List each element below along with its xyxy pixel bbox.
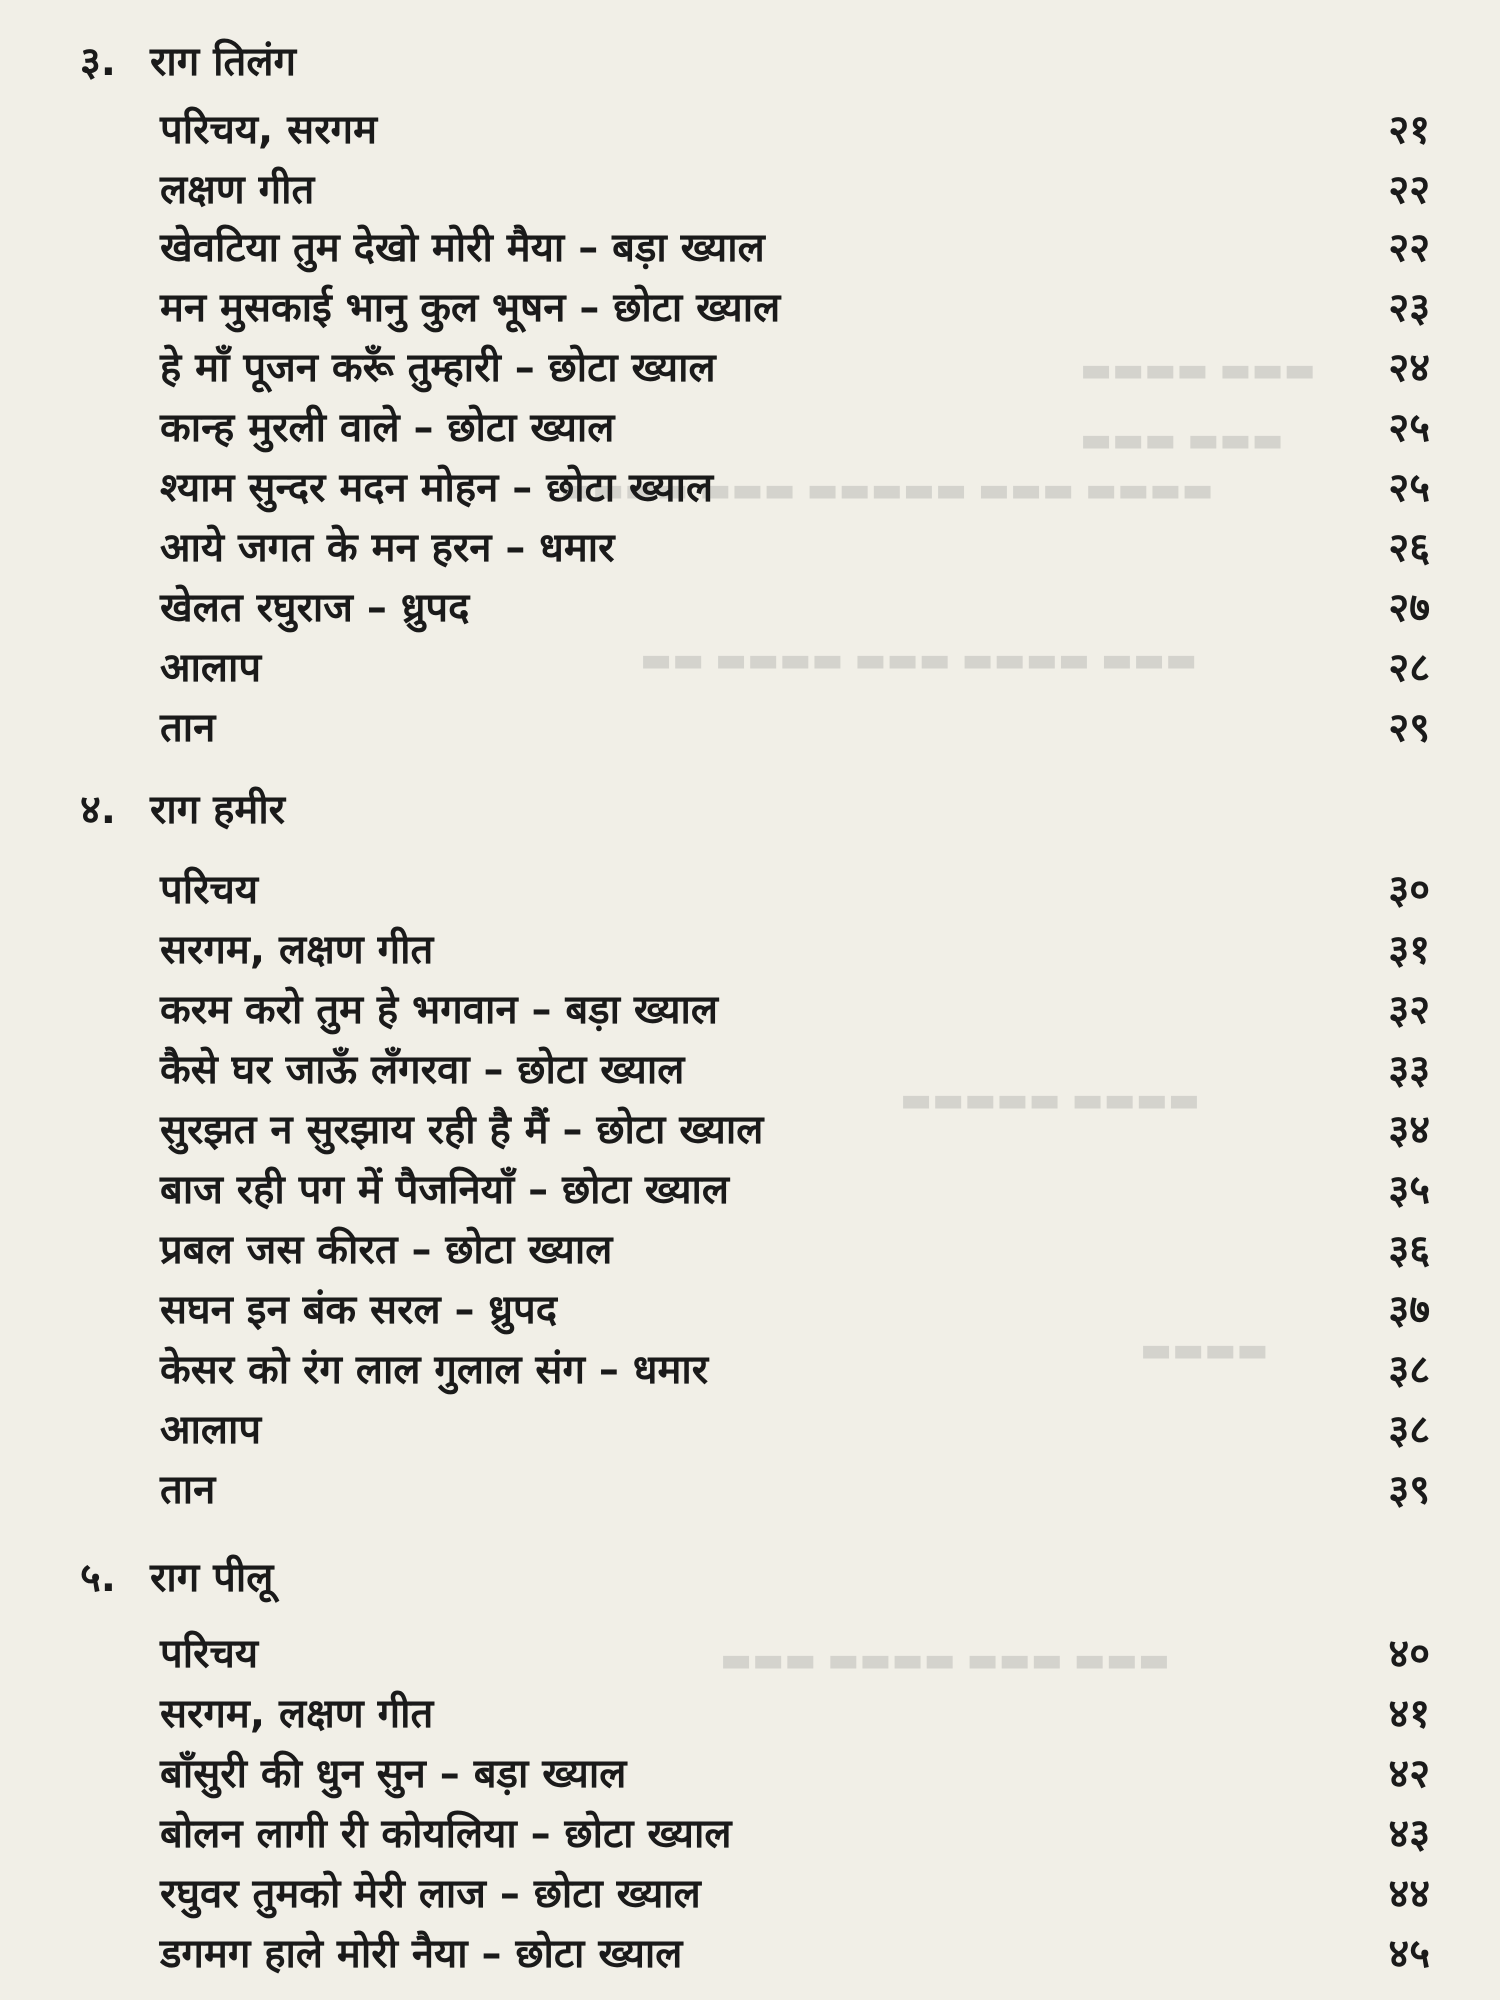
section-heading <box>80 1548 273 1608</box>
toc-entry <box>160 1340 1430 1400</box>
entry-title: कैसे घर जाऊँ लँगरवा – छोटा ख्याल <box>160 1047 685 1093</box>
toc-entry <box>160 1460 1430 1520</box>
entry-page: ३५ <box>1388 1167 1430 1213</box>
toc-entry <box>160 1220 1430 1280</box>
entry-title: सुरझत न सुरझाय रही है मैं – छोटा ख्याल <box>160 1107 764 1153</box>
toc-entry <box>160 1280 1430 1340</box>
entry-title: करम करो तुम हे भगवान – बड़ा ख्याल <box>160 987 719 1033</box>
show-through-text: ▬▬▬▬ ▬▬▬▬▬ <box>900 1080 1200 1120</box>
entry-page: ४३ <box>1388 1811 1430 1857</box>
show-through-text: ▬▬▬▬ <box>1140 1330 1269 1370</box>
toc-entry <box>160 160 1430 220</box>
entry-title: आलाप <box>160 645 262 691</box>
entry-page: २७ <box>1388 585 1430 631</box>
entry-page: २६ <box>1388 525 1430 571</box>
toc-entry <box>160 1924 1430 1984</box>
entry-title: प्रबल जस कीरत – छोटा ख्याल <box>160 1227 613 1273</box>
entry-title: बोलन लागी री कोयलिया – छोटा ख्याल <box>160 1811 732 1857</box>
entry-page: २३ <box>1388 285 1430 331</box>
toc-entry <box>160 1744 1430 1804</box>
entry-title: डगमग हाले मोरी नैया – छोटा ख्याल <box>160 1931 683 1977</box>
entry-title: खेवटिया तुम देखो मोरी मैया – बड़ा ख्याल <box>160 225 765 271</box>
entry-title: आलाप <box>160 1407 262 1453</box>
section-heading <box>80 780 285 840</box>
toc-entry <box>160 1160 1430 1220</box>
toc-entry <box>160 1400 1430 1460</box>
entry-title: हे माँ पूजन करूँ तुम्हारी – छोटा ख्याल <box>160 345 716 391</box>
section-title: राग पीलू <box>150 1555 274 1601</box>
entry-page: ४० <box>1388 1631 1430 1677</box>
entry-title: तान <box>160 1467 216 1513</box>
toc-entry <box>160 578 1430 638</box>
entry-page: ३६ <box>1388 1227 1430 1273</box>
toc-entry <box>160 278 1430 338</box>
entry-title: मन मुसकाई भानु कुल भूषन – छोटा ख्याल <box>160 285 781 331</box>
entry-page: २२ <box>1388 225 1430 271</box>
entry-title: केसर को रंग लाल गुलाल संग – धमार <box>160 1347 709 1393</box>
entry-page: २९ <box>1388 705 1430 751</box>
entry-title: परिचय <box>160 867 259 913</box>
toc-entry <box>160 398 1430 458</box>
entry-page: ३८ <box>1388 1407 1430 1453</box>
entry-title: बाज रही पग में पैजनियाँ – छोटा ख्याल <box>160 1167 729 1213</box>
show-through-text: ▬▬▬ ▬▬▬ ▬▬▬▬ ▬▬▬ <box>720 1640 1171 1680</box>
toc-entry <box>160 1624 1430 1684</box>
entry-title: कान्ह मुरली वाले – छोटा ख्याल <box>160 405 615 451</box>
toc-entry <box>160 1864 1430 1924</box>
entry-page: ३९ <box>1388 1467 1430 1513</box>
entry-page: ३४ <box>1388 1107 1430 1153</box>
entry-page: ३१ <box>1388 927 1430 973</box>
entry-page: ३७ <box>1388 1287 1430 1333</box>
entry-title: सरगम, लक्षण गीत <box>160 927 434 973</box>
toc-entry <box>160 100 1430 160</box>
section-number: ४. <box>80 787 116 833</box>
entry-title: आये जगत के मन हरन – धमार <box>160 525 615 571</box>
entry-title: परिचय, सरगम <box>160 107 378 153</box>
toc-entry <box>160 518 1430 578</box>
entry-page: २८ <box>1388 645 1430 691</box>
entry-page: ४५ <box>1388 1931 1430 1977</box>
section-number: ३. <box>80 39 116 85</box>
entry-page: ४४ <box>1388 1871 1430 1917</box>
entry-title: बाँसुरी की धुन सुन – बड़ा ख्याल <box>160 1751 627 1797</box>
entry-page: ३८ <box>1388 1347 1430 1393</box>
entry-page: ४१ <box>1388 1691 1430 1737</box>
entry-page: २५ <box>1388 465 1430 511</box>
entry-title: सघन इन बंक सरल – ध्रुपद <box>160 1287 557 1333</box>
entry-page: ४२ <box>1388 1751 1430 1797</box>
toc-entry <box>160 1684 1430 1744</box>
section-heading <box>80 32 296 92</box>
toc-entry <box>160 338 1430 398</box>
toc-entry <box>160 1804 1430 1864</box>
entry-title: खेलत रघुराज – ध्रुपद <box>160 585 470 631</box>
show-through-text: ▬▬▬▬ ▬▬▬ ▬▬▬▬▬ ▬▬▬ ▬▬▬▬ <box>560 470 1214 510</box>
entry-title: सरगम, लक्षण गीत <box>160 1691 434 1737</box>
show-through-text: ▬▬▬ ▬▬▬▬ ▬▬▬ ▬▬▬▬ ▬▬ <box>640 640 1198 680</box>
entry-page: २१ <box>1388 107 1430 153</box>
toc-entry <box>160 638 1430 698</box>
toc-entry <box>160 458 1430 518</box>
section-title: राग तिलंग <box>150 39 296 85</box>
entry-page: २५ <box>1388 405 1430 451</box>
entry-title: रघुवर तुमको मेरी लाज – छोटा ख्याल <box>160 1871 701 1917</box>
toc-entry <box>160 218 1430 278</box>
section-title: राग हमीर <box>150 787 286 833</box>
toc-entry <box>160 920 1430 980</box>
entry-page: ३२ <box>1388 987 1430 1033</box>
entry-page: २४ <box>1388 345 1430 391</box>
entry-title: तान <box>160 705 216 751</box>
toc-entry <box>160 1040 1430 1100</box>
toc-entry <box>160 698 1430 758</box>
entry-page: ३३ <box>1388 1047 1430 1093</box>
entry-page: २२ <box>1388 167 1430 213</box>
entry-page: ३० <box>1388 867 1430 913</box>
entry-title: परिचय <box>160 1631 259 1677</box>
show-through-text: ▬▬▬ ▬▬▬ <box>1080 420 1284 460</box>
section-number: ५. <box>80 1555 116 1601</box>
toc-entry <box>160 980 1430 1040</box>
toc-entry <box>160 860 1430 920</box>
entry-title: लक्षण गीत <box>160 167 315 213</box>
toc-entry <box>160 1100 1430 1160</box>
entry-title: श्याम सुन्दर मदन मोहन – छोटा ख्याल <box>160 465 714 511</box>
show-through-text: ▬▬▬ ▬▬▬▬ <box>1080 350 1316 390</box>
